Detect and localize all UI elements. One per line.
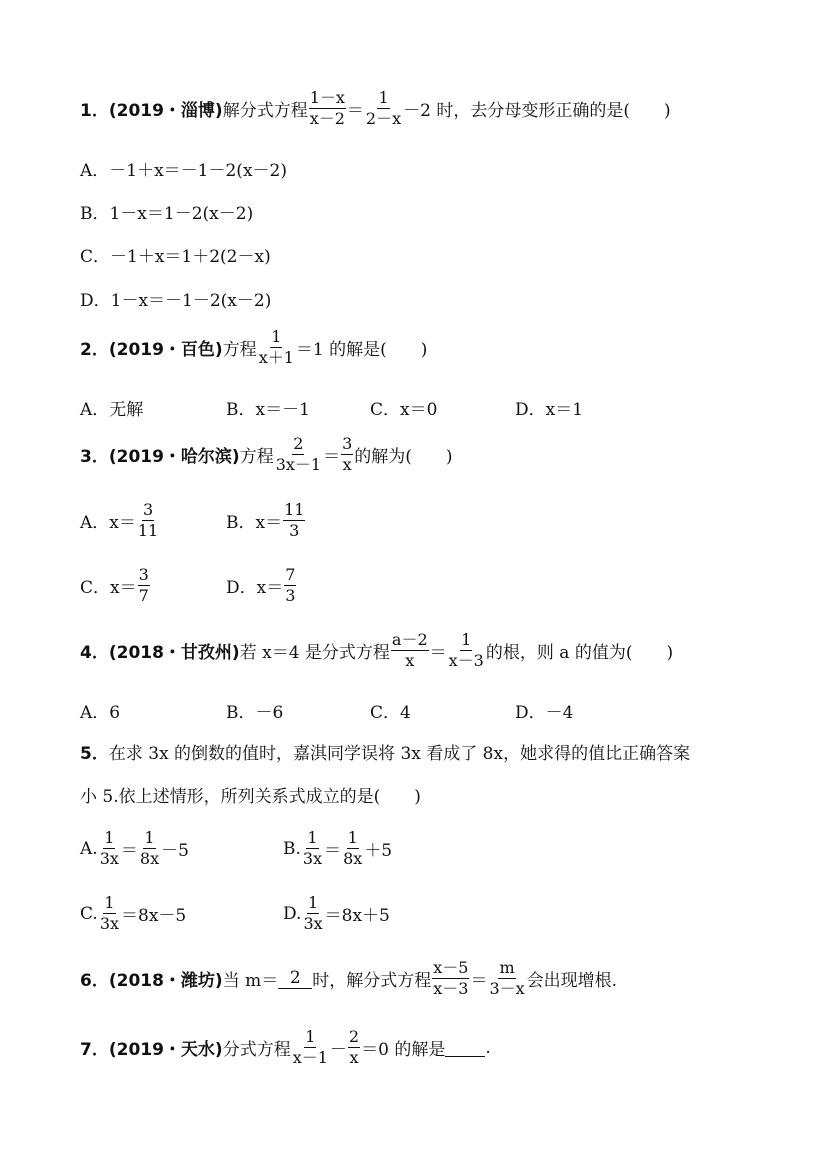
- equals-sign: ＝: [323, 447, 341, 467]
- question-5: [80, 739, 690, 764]
- numerator: 3: [142, 500, 154, 519]
- numerator: 7: [285, 565, 296, 584]
- fraction: [341, 434, 353, 475]
- denominator: 3x－1: [275, 455, 322, 474]
- question-source: (2019・哈尔滨): [108, 447, 240, 467]
- fraction: [348, 1027, 360, 1068]
- equals-sign: ＝: [346, 101, 364, 121]
- option-b: B．x＝－1: [226, 400, 310, 420]
- option-label: A.: [80, 838, 98, 859]
- fraction: [432, 958, 469, 999]
- question-number: 5．: [80, 744, 109, 764]
- option-tail: －5: [161, 841, 189, 861]
- answer-blank: [445, 1038, 485, 1057]
- equals-sign: ＝: [120, 841, 138, 861]
- fraction: [138, 565, 150, 606]
- numerator: 1: [347, 828, 358, 847]
- question-text: 时，解分式方程: [312, 971, 432, 991]
- option-b: B．1－x＝1－2(x－2): [80, 204, 254, 224]
- numerator: 2: [293, 434, 304, 453]
- denominator: x－1: [292, 1048, 328, 1067]
- denominator: x: [405, 651, 415, 670]
- question-text: 小 5.依上述情形，所列关系式成立的是( ): [80, 787, 421, 807]
- denominator: 3x: [303, 914, 323, 933]
- question-4: [80, 630, 673, 671]
- numerator: 1: [378, 88, 389, 107]
- numerator: 2: [348, 1027, 360, 1046]
- option-c: C．4: [370, 703, 411, 723]
- numerator: 3: [342, 434, 353, 453]
- fraction: [292, 1027, 329, 1068]
- option-label: A．x＝: [80, 513, 136, 533]
- numerator: 1: [104, 828, 115, 847]
- question-1: [80, 88, 671, 129]
- fraction: [284, 565, 296, 606]
- option-label: D.: [283, 903, 302, 924]
- question-text: 当 m＝: [222, 971, 279, 991]
- denominator: 8x: [139, 849, 160, 868]
- option-a: A．－1＋x＝－1－2(x－2): [80, 161, 287, 181]
- fraction: [391, 630, 429, 671]
- fraction: [488, 958, 525, 999]
- option-label: C．x＝: [80, 578, 137, 598]
- denominator: 8x: [343, 849, 363, 868]
- minus-sign: －: [329, 1040, 347, 1060]
- option-d: D．x＝1: [515, 400, 584, 420]
- fraction: [283, 500, 305, 541]
- option-a: A．无解: [80, 400, 144, 420]
- question-number: 1．: [80, 101, 109, 121]
- question-6: [80, 958, 617, 999]
- option-d: D．－4: [515, 703, 574, 723]
- fraction: [275, 434, 322, 475]
- question-text: .: [485, 1037, 491, 1058]
- denominator: 3x: [99, 849, 119, 868]
- numerator: 1－x: [309, 88, 345, 107]
- option-b: B．－6: [226, 703, 284, 723]
- denominator: x＋1: [258, 348, 294, 367]
- question-text: ＝1 的解是( ): [295, 340, 428, 360]
- numerator: 1: [305, 1027, 316, 1046]
- question-3: [80, 434, 453, 475]
- fraction: [139, 828, 160, 869]
- option-tail: ＋5: [364, 841, 393, 861]
- fraction: [99, 828, 120, 869]
- numerator: 1: [271, 327, 282, 346]
- denominator: x－3: [448, 651, 484, 670]
- question-number: 6．: [80, 971, 109, 991]
- numerator: a－2: [391, 630, 428, 649]
- numerator: 11: [284, 500, 305, 519]
- fraction: [309, 88, 346, 129]
- fraction: [365, 88, 402, 129]
- option-tail: ＝8x－5: [121, 906, 187, 926]
- question-5-continued: [80, 782, 421, 807]
- option-a: [80, 500, 160, 541]
- denominator: 11: [137, 521, 159, 540]
- question-source: (2019・天水): [108, 1040, 223, 1060]
- equals-sign: ＝: [470, 971, 488, 991]
- fraction: [302, 828, 323, 869]
- denominator: x: [342, 455, 352, 474]
- denominator: x: [349, 1048, 359, 1067]
- equals-sign: ＝: [429, 643, 447, 663]
- option-tail: ＝8x＋5: [324, 906, 390, 926]
- question-2: [80, 327, 427, 368]
- denominator: 3x: [302, 849, 323, 868]
- numerator: 1: [104, 893, 115, 912]
- question-number: 3．: [80, 447, 109, 467]
- option-a: A．6: [80, 703, 121, 723]
- option-b: [226, 500, 306, 541]
- numerator: 1: [307, 828, 318, 847]
- question-text: 的解为( ): [354, 447, 453, 467]
- numerator: 3: [138, 565, 149, 584]
- denominator: 3: [285, 586, 296, 605]
- equals-sign: ＝: [324, 841, 342, 861]
- option-label: D．x＝: [226, 578, 284, 598]
- option-label: B.: [283, 838, 301, 859]
- question-text: 若 x＝4 是分式方程: [239, 643, 390, 663]
- numerator: m: [499, 958, 515, 977]
- denominator: 2－x: [365, 109, 402, 128]
- question-text: 在求 3x 的倒数的值时，嘉淇同学误将 3x 看成了 8x，她求得的值比正确答案: [108, 744, 691, 764]
- question-text: 方程: [222, 340, 257, 360]
- question-source: (2018・潍坊): [108, 971, 223, 991]
- question-source: (2019・淄博): [108, 101, 223, 121]
- denominator: x－2: [309, 109, 345, 128]
- question-text: 方程: [239, 447, 274, 467]
- answer-blank: 2: [278, 968, 312, 989]
- question-source: (2019・百色): [108, 340, 223, 360]
- option-c: [80, 893, 186, 934]
- question-text: 的根，则 a 的值为( ): [485, 643, 674, 663]
- question-number: 2．: [80, 340, 109, 360]
- question-text: 分式方程: [222, 1040, 291, 1060]
- denominator: x－3: [433, 979, 469, 998]
- numerator: 1: [307, 893, 319, 912]
- denominator: 7: [138, 586, 149, 605]
- option-label: C.: [80, 903, 98, 924]
- fraction: [448, 630, 485, 671]
- option-b: [283, 828, 392, 869]
- question-number: 4．: [80, 643, 109, 663]
- denominator: 3x: [99, 914, 120, 933]
- question-text: 会出现增根.: [526, 971, 618, 991]
- question-text: ＝0 的解是: [361, 1040, 446, 1060]
- fraction: [302, 893, 323, 934]
- question-source: (2018・甘孜州): [108, 643, 240, 663]
- question-text: －2 时，去分母变形正确的是( ): [403, 101, 671, 121]
- question-number: 7．: [80, 1040, 109, 1060]
- option-label: B．x＝: [226, 513, 283, 533]
- option-c: C．x＝0: [370, 400, 438, 420]
- option-d: [283, 893, 390, 934]
- option-c: C．－1＋x＝1＋2(2－x): [80, 247, 271, 267]
- numerator: x－5: [433, 958, 469, 977]
- option-c: [80, 565, 151, 606]
- denominator: 3: [289, 521, 300, 540]
- fraction: [137, 500, 159, 541]
- fraction: [99, 893, 120, 934]
- denominator: 3－x: [489, 979, 525, 998]
- fraction: [342, 828, 363, 869]
- option-d: [226, 565, 297, 606]
- numerator: 1: [461, 630, 472, 649]
- option-d: D．1－x＝－1－2(x－2): [80, 291, 272, 311]
- fraction: [258, 327, 295, 368]
- question-text: 解分式方程: [222, 101, 308, 121]
- question-7: [80, 1027, 491, 1068]
- numerator: 1: [144, 828, 155, 847]
- option-a: [80, 828, 189, 869]
